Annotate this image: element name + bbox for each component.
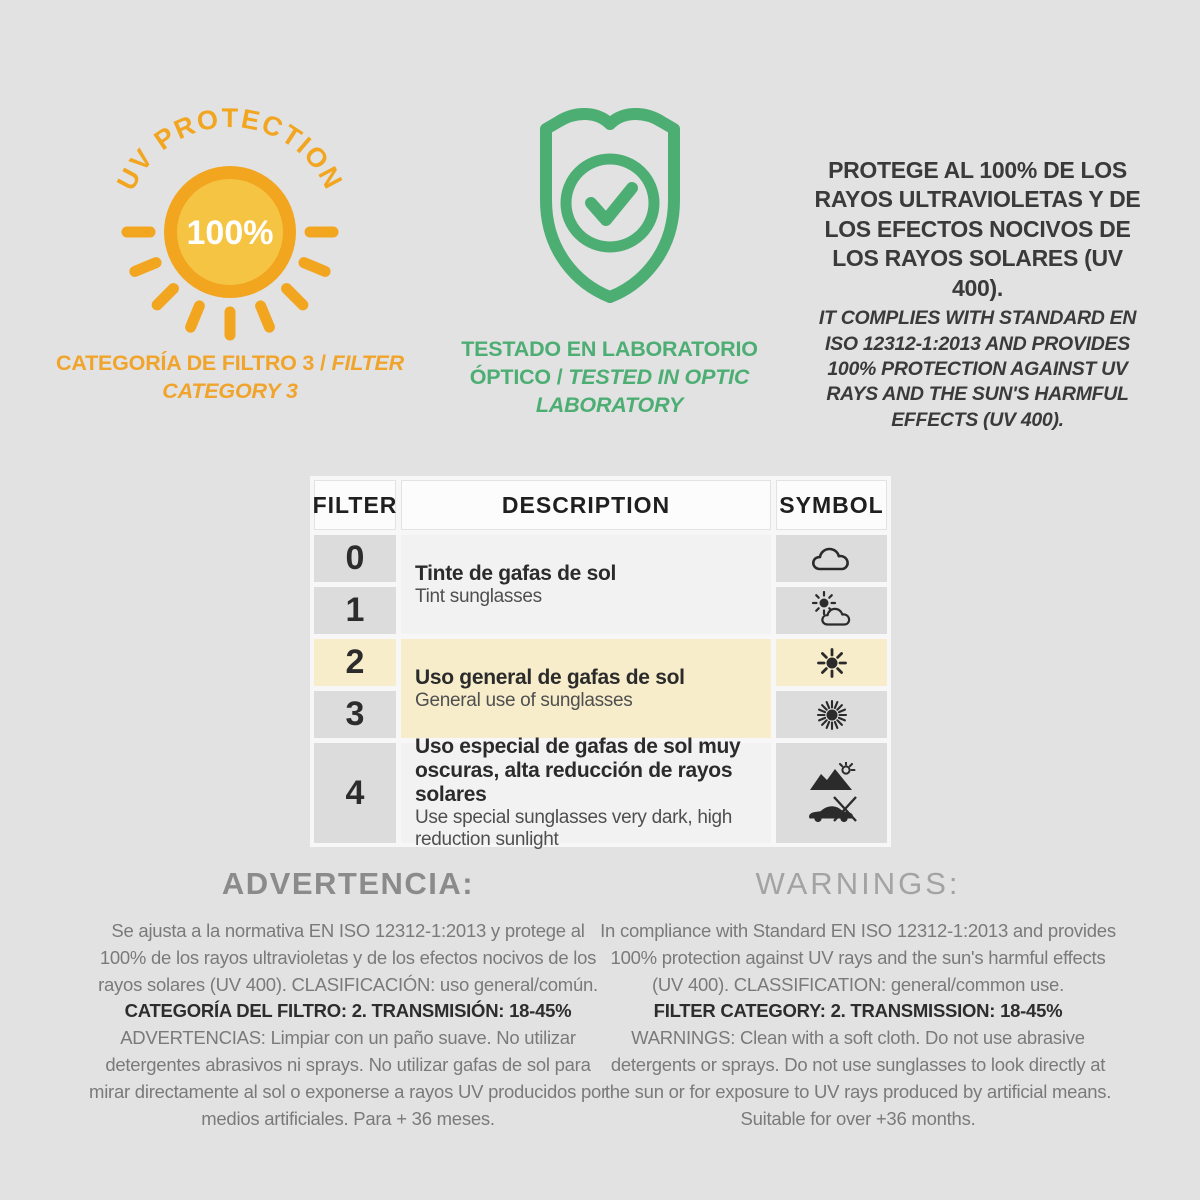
strong-sun-icon — [810, 693, 854, 737]
symbol-cell-2-highlighted — [776, 639, 887, 686]
filter-category-label-es: CATEGORÍA DE FILTRO 3 / — [56, 351, 326, 375]
symbol-cell-4 — [776, 743, 887, 843]
description-filter-4 — [401, 734, 771, 851]
sun-behind-cloud-icon — [808, 591, 856, 631]
protection-claim-en: IT COMPLIES WITH STANDARD EN ISO 12312-1:2013 AND PROVIDES 100% PROTECTION AGAINST UV RAYS AND THE SUN'S HARMFUL EFFECTS (UV 400). — [818, 307, 1137, 431]
uv-protection-badge — [50, 80, 410, 406]
filter-value-4: 4 — [314, 743, 396, 843]
filter-category-line-es: CATEGORÍA DEL FILTRO: 2. TRANSMISIÓN: 18-45% — [124, 1000, 572, 1022]
filter-value-3: 3 — [314, 691, 396, 738]
description-filters-2-3-highlighted — [401, 639, 771, 738]
warnings-spanish — [88, 866, 608, 1133]
warnings-care-en: WARNINGS: Clean with a soft cloth. Do not use abrasive detergents or sprays. Do not use sunglasses to look directly at the sun or for exposure to UV rays produced by artificial means. Suitable for over +36 months. — [604, 1027, 1112, 1129]
table-header-filter: FILTER — [314, 480, 396, 530]
filter-value-2-highlighted: 2 — [314, 639, 396, 686]
description-es: Tinte de gafas de sol — [415, 561, 617, 585]
warnings-english — [598, 866, 1118, 1133]
warnings-intro-es: Se ajusta a la normativa EN ISO 12312-1:2013 y protege al 100% de los rayos ultravioletas y de los efectos nocivos de los rayos solares (UV 400). CLASIFICACIÓN: uso general/común. — [98, 920, 598, 995]
protection-claim — [810, 156, 1145, 433]
table-header-symbol: SYMBOL — [776, 480, 887, 530]
protection-claim-es: PROTEGE AL 100% DE LOS RAYOS ULTRAVIOLETAS Y DE LOS EFECTOS NOCIVOS DE LOS RAYOS SOLARES (UV 400). — [814, 157, 1141, 301]
lab-tested-label — [452, 336, 767, 420]
warnings-intro-en: In compliance with Standard EN ISO 12312-1:2013 and provides 100% protection against UV rays and the sun's harmful effects (UV 400). CLASSIFICATION: general/common use. — [600, 920, 1116, 995]
symbol-cell-3 — [776, 691, 887, 738]
lab-tested-label-es: TESTADO EN LABORATORIO ÓPTICO / — [461, 337, 758, 389]
warnings-title-es: ADVERTENCIA: — [221, 866, 475, 901]
filter-value-1: 1 — [314, 587, 396, 634]
filter-category-line-en: FILTER CATEGORY: 2. TRANSMISSION: 18-45% — [653, 1000, 1063, 1022]
uv-arc-text: UV PROTECTION — [111, 102, 349, 195]
symbol-cell-0 — [776, 535, 887, 582]
description-en: Use special sunglasses very dark, high reduction sunlight — [415, 807, 733, 851]
description-es: Uso especial de gafas de sol muy oscuras, alta reducción de rayos solares — [415, 734, 741, 807]
description-es: Uso general de gafas de sol — [415, 665, 685, 689]
table-header-description: DESCRIPTION — [401, 480, 771, 530]
cloud-icon — [809, 544, 855, 574]
description-en: Tint sunglasses — [415, 585, 542, 607]
lab-tested-label-en: TESTED IN OPTIC LABORATORY — [535, 364, 750, 417]
sun-icon — [812, 643, 852, 683]
description-filters-0-1 — [401, 535, 771, 634]
symbol-cell-1 — [776, 587, 887, 634]
shield-check-icon — [520, 100, 700, 312]
lab-tested-badge — [452, 100, 767, 420]
description-en: General use of sunglasses — [415, 689, 633, 711]
filter-category-label-en: FILTER CATEGORY 3 — [162, 351, 404, 403]
warnings-care-es: ADVERTENCIAS: Limpiar con un paño suave. No utilizar detergentes abrasivos ni sprays. No utilizar gafas de sol para mirar directamente al sol o exponerse a rayos UV producidos por medios artificiales. Para + 36 meses. — [89, 1027, 607, 1129]
warnings-title-en: WARNINGS: — [755, 866, 961, 901]
no-driving-car-icon — [806, 795, 858, 825]
uv-percent-value: 100% — [186, 214, 274, 252]
filter-category-label — [50, 350, 410, 406]
mountain-sun-icon — [808, 762, 856, 792]
uv-sun-icon — [90, 80, 370, 342]
filter-category-table — [310, 476, 891, 851]
filter-value-0: 0 — [314, 535, 396, 582]
